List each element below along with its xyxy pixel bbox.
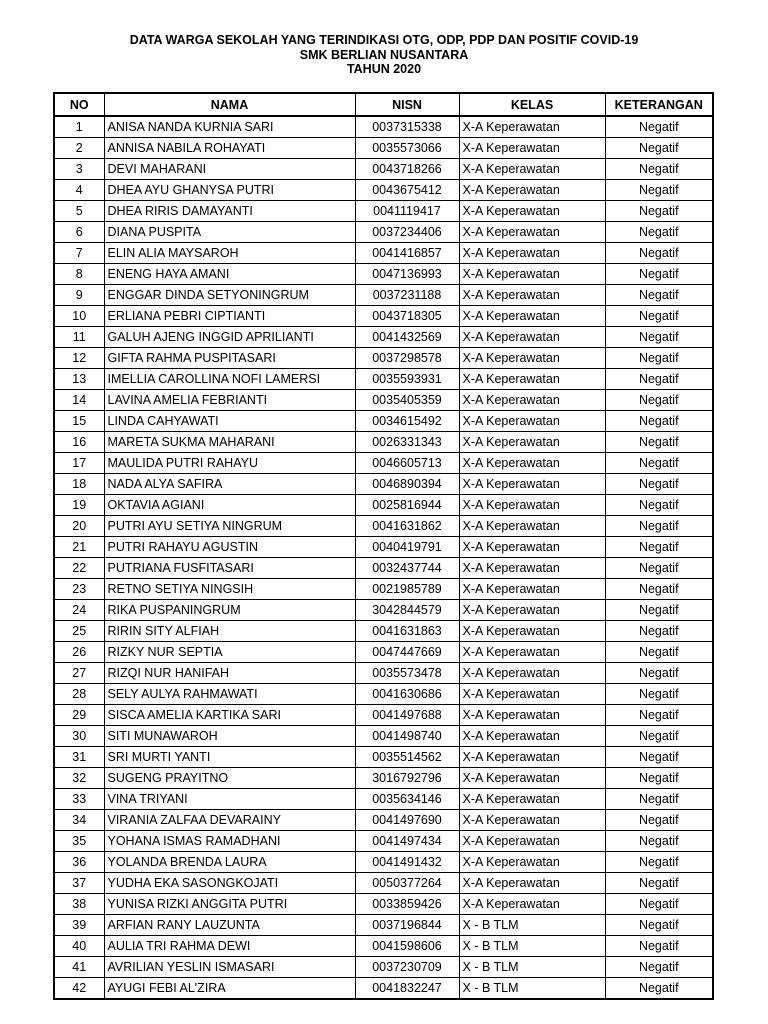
cell-no: 6 <box>54 222 104 243</box>
cell-nama: VIRANIA ZALFAA DEVARAINY <box>104 810 355 831</box>
table-row <box>54 705 713 726</box>
table-row <box>54 852 713 873</box>
cell-keterangan: Negatif <box>605 285 713 306</box>
table-row <box>54 159 713 180</box>
table-row <box>54 327 713 348</box>
cell-no: 37 <box>54 873 104 894</box>
cell-nisn: 0034615492 <box>355 411 459 432</box>
cell-keterangan: Negatif <box>605 369 713 390</box>
cell-kelas: X-A Keperawatan <box>459 264 605 285</box>
cell-no: 39 <box>54 915 104 936</box>
cell-kelas: X - B TLM <box>459 957 605 978</box>
cell-keterangan: Negatif <box>605 621 713 642</box>
cell-nama: ANNISA NABILA ROHAYATI <box>104 138 355 159</box>
cell-kelas: X-A Keperawatan <box>459 285 605 306</box>
table-row <box>54 474 713 495</box>
table-row <box>54 789 713 810</box>
table-row <box>54 411 713 432</box>
cell-keterangan: Negatif <box>605 852 713 873</box>
cell-nisn: 0037230709 <box>355 957 459 978</box>
cell-no: 33 <box>54 789 104 810</box>
cell-nama: RIZQI NUR HANIFAH <box>104 663 355 684</box>
cell-no: 12 <box>54 348 104 369</box>
cell-kelas: X-A Keperawatan <box>459 116 605 138</box>
cell-nama: ARFIAN RANY LAUZUNTA <box>104 915 355 936</box>
cell-nama: NADA ALYA SAFIRA <box>104 474 355 495</box>
cell-no: 32 <box>54 768 104 789</box>
cell-keterangan: Negatif <box>605 138 713 159</box>
cell-no: 35 <box>54 831 104 852</box>
cell-nama: YOLANDA BRENDA LAURA <box>104 852 355 873</box>
column-header-nama: NAMA <box>104 93 355 116</box>
cell-no: 17 <box>54 453 104 474</box>
table-row <box>54 726 713 747</box>
cell-nisn: 0025816944 <box>355 495 459 516</box>
cell-no: 20 <box>54 516 104 537</box>
cell-nisn: 0041416857 <box>355 243 459 264</box>
table-row <box>54 264 713 285</box>
cell-kelas: X-A Keperawatan <box>459 705 605 726</box>
cell-nama: DHEA RIRIS DAMAYANTI <box>104 201 355 222</box>
cell-no: 36 <box>54 852 104 873</box>
cell-nama: RETNO SETIYA NINGSIH <box>104 579 355 600</box>
table-row <box>54 201 713 222</box>
cell-no: 34 <box>54 810 104 831</box>
table-row <box>54 558 713 579</box>
cell-nisn: 0041497434 <box>355 831 459 852</box>
table-row <box>54 306 713 327</box>
table-row <box>54 180 713 201</box>
cell-no: 16 <box>54 432 104 453</box>
cell-no: 8 <box>54 264 104 285</box>
cell-keterangan: Negatif <box>605 474 713 495</box>
table-row <box>54 915 713 936</box>
cell-nisn: 3016792796 <box>355 768 459 789</box>
cell-keterangan: Negatif <box>605 726 713 747</box>
column-header-keterangan: KETERANGAN <box>605 93 713 116</box>
cell-no: 18 <box>54 474 104 495</box>
cell-nama: SUGENG PRAYITNO <box>104 768 355 789</box>
cell-keterangan: Negatif <box>605 768 713 789</box>
cell-kelas: X-A Keperawatan <box>459 306 605 327</box>
cell-nama: RIKA PUSPANINGRUM <box>104 600 355 621</box>
cell-nisn: 0041630686 <box>355 684 459 705</box>
cell-nama: RIRIN SITY ALFIAH <box>104 621 355 642</box>
cell-nama: GIFTA RAHMA PUSPITASARI <box>104 348 355 369</box>
cell-kelas: X-A Keperawatan <box>459 453 605 474</box>
cell-nama: OKTAVIA AGIANI <box>104 495 355 516</box>
cell-no: 10 <box>54 306 104 327</box>
cell-keterangan: Negatif <box>605 390 713 411</box>
cell-nama: ERLIANA PEBRI CIPTIANTI <box>104 306 355 327</box>
cell-nama: YUDHA EKA SASONGKOJATI <box>104 873 355 894</box>
column-header-no: NO <box>54 93 104 116</box>
cell-no: 14 <box>54 390 104 411</box>
cell-kelas: X-A Keperawatan <box>459 558 605 579</box>
cell-kelas: X-A Keperawatan <box>459 810 605 831</box>
cell-keterangan: Negatif <box>605 348 713 369</box>
cell-nama: PUTRIANA FUSFITASARI <box>104 558 355 579</box>
cell-no: 11 <box>54 327 104 348</box>
cell-no: 29 <box>54 705 104 726</box>
cell-nama: MARETA SUKMA MAHARANI <box>104 432 355 453</box>
cell-kelas: X-A Keperawatan <box>459 726 605 747</box>
cell-keterangan: Negatif <box>605 453 713 474</box>
cell-kelas: X-A Keperawatan <box>459 159 605 180</box>
cell-kelas: X - B TLM <box>459 936 605 957</box>
cell-nisn: 0035573478 <box>355 663 459 684</box>
cell-no: 42 <box>54 978 104 1000</box>
cell-no: 27 <box>54 663 104 684</box>
cell-keterangan: Negatif <box>605 432 713 453</box>
table-row <box>54 957 713 978</box>
cell-nisn: 0021985789 <box>355 579 459 600</box>
table-header-row <box>54 93 713 116</box>
cell-keterangan: Negatif <box>605 306 713 327</box>
table-row <box>54 642 713 663</box>
cell-no: 41 <box>54 957 104 978</box>
cell-kelas: X-A Keperawatan <box>459 474 605 495</box>
cell-nama: IMELLIA CAROLLINA NOFI LAMERSI <box>104 369 355 390</box>
cell-kelas: X-A Keperawatan <box>459 579 605 600</box>
cell-no: 28 <box>54 684 104 705</box>
cell-nisn: 0046605713 <box>355 453 459 474</box>
cell-nisn: 0032437744 <box>355 558 459 579</box>
cell-kelas: X-A Keperawatan <box>459 495 605 516</box>
cell-kelas: X-A Keperawatan <box>459 243 605 264</box>
table-row <box>54 810 713 831</box>
cell-keterangan: Negatif <box>605 180 713 201</box>
table-row <box>54 222 713 243</box>
cell-nisn: 0041497690 <box>355 810 459 831</box>
cell-nisn: 0043718305 <box>355 306 459 327</box>
cell-nama: PUTRI RAHAYU AGUSTIN <box>104 537 355 558</box>
cell-nama: PUTRI AYU SETIYA NINGRUM <box>104 516 355 537</box>
cell-keterangan: Negatif <box>605 642 713 663</box>
cell-nisn: 0041631862 <box>355 516 459 537</box>
cell-keterangan: Negatif <box>605 663 713 684</box>
cell-nama: YOHANA ISMAS RAMADHANI <box>104 831 355 852</box>
table-row <box>54 663 713 684</box>
cell-nisn: 0035634146 <box>355 789 459 810</box>
table-row <box>54 516 713 537</box>
cell-no: 21 <box>54 537 104 558</box>
cell-no: 30 <box>54 726 104 747</box>
cell-nama: AYUGI FEBI AL'ZIRA <box>104 978 355 1000</box>
school-name: SMK BERLIAN NUSANTARA <box>299 47 469 62</box>
cell-kelas: X-A Keperawatan <box>459 747 605 768</box>
cell-keterangan: Negatif <box>605 222 713 243</box>
cell-kelas: X-A Keperawatan <box>459 348 605 369</box>
cell-keterangan: Negatif <box>605 831 713 852</box>
table-row <box>54 369 713 390</box>
cell-keterangan: Negatif <box>605 327 713 348</box>
cell-nama: MAULIDA PUTRI RAHAYU <box>104 453 355 474</box>
student-table <box>53 92 714 1000</box>
cell-kelas: X-A Keperawatan <box>459 327 605 348</box>
cell-nisn: 0040419791 <box>355 537 459 558</box>
cell-kelas: X-A Keperawatan <box>459 201 605 222</box>
cell-nama: SISCA AMELIA KARTIKA SARI <box>104 705 355 726</box>
table-body <box>54 116 713 999</box>
cell-kelas: X-A Keperawatan <box>459 222 605 243</box>
cell-no: 4 <box>54 180 104 201</box>
cell-kelas: X-A Keperawatan <box>459 894 605 915</box>
cell-nisn: 0041491432 <box>355 852 459 873</box>
cell-nisn: 0037298578 <box>355 348 459 369</box>
table-row <box>54 873 713 894</box>
table-row <box>54 894 713 915</box>
cell-nisn: 0037234406 <box>355 222 459 243</box>
cell-kelas: X-A Keperawatan <box>459 369 605 390</box>
cell-no: 9 <box>54 285 104 306</box>
table-row <box>54 243 713 264</box>
cell-keterangan: Negatif <box>605 411 713 432</box>
cell-kelas: X-A Keperawatan <box>459 411 605 432</box>
cell-no: 19 <box>54 495 104 516</box>
cell-no: 22 <box>54 558 104 579</box>
cell-kelas: X-A Keperawatan <box>459 663 605 684</box>
cell-nisn: 0041631863 <box>355 621 459 642</box>
cell-keterangan: Negatif <box>605 537 713 558</box>
cell-keterangan: Negatif <box>605 957 713 978</box>
cell-nama: RIZKY NUR SEPTIA <box>104 642 355 663</box>
cell-nisn: 0043675412 <box>355 180 459 201</box>
table-row <box>54 936 713 957</box>
cell-nisn: 0035405359 <box>355 390 459 411</box>
cell-nisn: 0035593931 <box>355 369 459 390</box>
cell-nisn: 0041598606 <box>355 936 459 957</box>
cell-nama: ENGGAR DINDA SETYONINGRUM <box>104 285 355 306</box>
cell-keterangan: Negatif <box>605 558 713 579</box>
table-row <box>54 621 713 642</box>
cell-keterangan: Negatif <box>605 516 713 537</box>
cell-keterangan: Negatif <box>605 243 713 264</box>
cell-nama: VINA TRIYANI <box>104 789 355 810</box>
cell-nisn: 0047447669 <box>355 642 459 663</box>
document-year: TAHUN 2020 <box>346 62 422 76</box>
cell-nama: AVRILIAN YESLIN ISMASARI <box>104 957 355 978</box>
cell-nama: SRI MURTI YANTI <box>104 747 355 768</box>
table-row <box>54 684 713 705</box>
table-row <box>54 432 713 453</box>
cell-nisn: 0037231188 <box>355 285 459 306</box>
cell-keterangan: Negatif <box>605 495 713 516</box>
cell-nama: DHEA AYU GHANYSA PUTRI <box>104 180 355 201</box>
cell-keterangan: Negatif <box>605 116 713 138</box>
cell-nisn: 0041497688 <box>355 705 459 726</box>
cell-nama: DEVI MAHARANI <box>104 159 355 180</box>
cell-nama: YUNISA RIZKI ANGGITA PUTRI <box>104 894 355 915</box>
table-row <box>54 831 713 852</box>
cell-nisn: 0041498740 <box>355 726 459 747</box>
table-row <box>54 495 713 516</box>
cell-kelas: X-A Keperawatan <box>459 684 605 705</box>
table-row <box>54 285 713 306</box>
cell-keterangan: Negatif <box>605 747 713 768</box>
cell-keterangan: Negatif <box>605 159 713 180</box>
cell-no: 13 <box>54 369 104 390</box>
cell-nisn: 0050377264 <box>355 873 459 894</box>
cell-nisn: 0047136993 <box>355 264 459 285</box>
table-row <box>54 116 713 138</box>
cell-no: 38 <box>54 894 104 915</box>
document-header <box>0 33 768 77</box>
table-row <box>54 768 713 789</box>
cell-no: 23 <box>54 579 104 600</box>
cell-kelas: X - B TLM <box>459 915 605 936</box>
cell-nisn: 3042844579 <box>355 600 459 621</box>
cell-no: 7 <box>54 243 104 264</box>
cell-keterangan: Negatif <box>605 894 713 915</box>
cell-nama: SELY AULYA RAHMAWATI <box>104 684 355 705</box>
cell-no: 25 <box>54 621 104 642</box>
cell-nisn: 0041119417 <box>355 201 459 222</box>
document-title: DATA WARGA SEKOLAH YANG TERINDIKASI OTG, ODP, PDP DAN POSITIF COVID-19 <box>129 33 639 47</box>
cell-no: 31 <box>54 747 104 768</box>
cell-keterangan: Negatif <box>605 201 713 222</box>
cell-nisn: 0046890394 <box>355 474 459 495</box>
cell-kelas: X-A Keperawatan <box>459 537 605 558</box>
cell-kelas: X-A Keperawatan <box>459 789 605 810</box>
table-row <box>54 453 713 474</box>
cell-no: 24 <box>54 600 104 621</box>
cell-nama: ELIN ALIA MAYSAROH <box>104 243 355 264</box>
cell-keterangan: Negatif <box>605 915 713 936</box>
cell-keterangan: Negatif <box>605 705 713 726</box>
table-row <box>54 390 713 411</box>
cell-keterangan: Negatif <box>605 978 713 1000</box>
cell-no: 3 <box>54 159 104 180</box>
cell-no: 1 <box>54 116 104 138</box>
table-row <box>54 600 713 621</box>
table-row <box>54 747 713 768</box>
cell-kelas: X-A Keperawatan <box>459 621 605 642</box>
cell-nisn: 0043718266 <box>355 159 459 180</box>
cell-kelas: X-A Keperawatan <box>459 138 605 159</box>
cell-nisn: 0041432569 <box>355 327 459 348</box>
cell-kelas: X-A Keperawatan <box>459 642 605 663</box>
cell-keterangan: Negatif <box>605 684 713 705</box>
cell-nisn: 0035514562 <box>355 747 459 768</box>
cell-keterangan: Negatif <box>605 936 713 957</box>
table-row <box>54 537 713 558</box>
cell-kelas: X-A Keperawatan <box>459 768 605 789</box>
cell-keterangan: Negatif <box>605 264 713 285</box>
column-header-nisn: NISN <box>355 93 459 116</box>
cell-nisn: 0026331343 <box>355 432 459 453</box>
cell-keterangan: Negatif <box>605 579 713 600</box>
cell-kelas: X-A Keperawatan <box>459 432 605 453</box>
cell-no: 26 <box>54 642 104 663</box>
cell-nisn: 0037315338 <box>355 116 459 138</box>
table-row <box>54 138 713 159</box>
cell-keterangan: Negatif <box>605 810 713 831</box>
cell-kelas: X-A Keperawatan <box>459 390 605 411</box>
cell-keterangan: Negatif <box>605 600 713 621</box>
cell-kelas: X-A Keperawatan <box>459 600 605 621</box>
cell-no: 5 <box>54 201 104 222</box>
cell-kelas: X-A Keperawatan <box>459 516 605 537</box>
cell-kelas: X-A Keperawatan <box>459 852 605 873</box>
cell-no: 2 <box>54 138 104 159</box>
cell-nama: LAVINA AMELIA FEBRIANTI <box>104 390 355 411</box>
cell-nisn: 0041832247 <box>355 978 459 1000</box>
cell-kelas: X-A Keperawatan <box>459 873 605 894</box>
table-row <box>54 978 713 1000</box>
cell-no: 15 <box>54 411 104 432</box>
cell-nisn: 0035573066 <box>355 138 459 159</box>
cell-nama: DIANA PUSPITA <box>104 222 355 243</box>
cell-nama: GALUH AJENG INGGID APRILIANTI <box>104 327 355 348</box>
cell-nama: SITI MUNAWAROH <box>104 726 355 747</box>
cell-nisn: 0037196844 <box>355 915 459 936</box>
cell-nama: ANISA NANDA KURNIA SARI <box>104 116 355 138</box>
cell-keterangan: Negatif <box>605 789 713 810</box>
cell-nama: LINDA CAHYAWATI <box>104 411 355 432</box>
cell-kelas: X-A Keperawatan <box>459 831 605 852</box>
cell-kelas: X - B TLM <box>459 978 605 1000</box>
cell-nama: AULIA TRI RAHMA DEWI <box>104 936 355 957</box>
cell-nama: ENENG HAYA AMANI <box>104 264 355 285</box>
column-header-kelas: KELAS <box>459 93 605 116</box>
table-row <box>54 348 713 369</box>
cell-kelas: X-A Keperawatan <box>459 180 605 201</box>
table-row <box>54 579 713 600</box>
cell-keterangan: Negatif <box>605 873 713 894</box>
cell-no: 40 <box>54 936 104 957</box>
cell-nisn: 0033859426 <box>355 894 459 915</box>
